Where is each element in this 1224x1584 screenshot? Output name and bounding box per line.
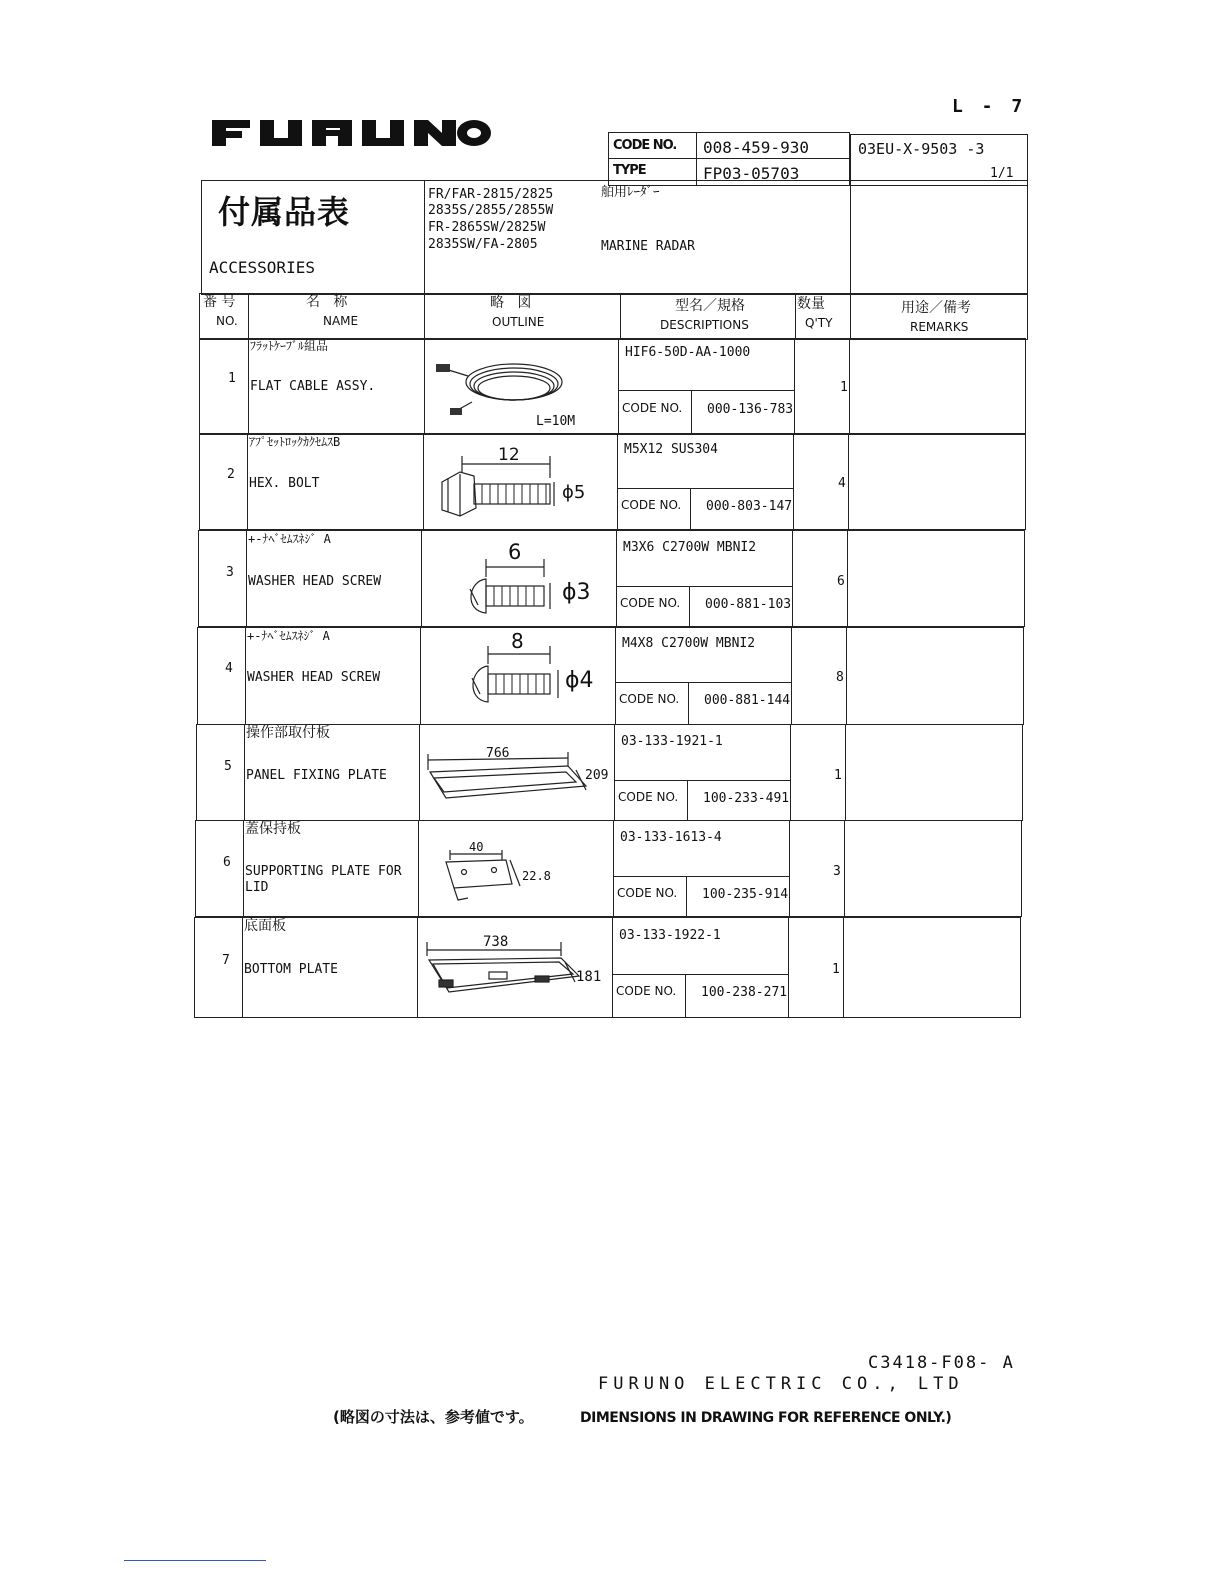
divider — [242, 917, 243, 1018]
item-number: 3 — [226, 565, 234, 580]
col-desc-en: DESCRIPTIONS — [660, 318, 749, 332]
item-dim: 12 — [498, 445, 520, 465]
divider — [244, 724, 245, 821]
item-code: 100-233-491 — [703, 791, 790, 806]
reference-note-jp: (略図の寸法は、参考値です。 — [333, 1408, 534, 1426]
item-description: M3X6 C2700W MBNI2 — [623, 540, 757, 555]
divider — [614, 780, 790, 781]
divider — [245, 627, 246, 725]
item-name-en: SUPPORTING PLATE FOR — [245, 864, 402, 879]
divider — [421, 530, 422, 627]
model-line-3: FR-2865SW/2825W — [428, 220, 546, 235]
item-qty: 1 — [840, 380, 848, 395]
divider — [690, 488, 691, 530]
code-label: CODE NO. — [619, 692, 680, 706]
divider — [691, 390, 692, 435]
document-code: C3418-F08- A — [868, 1353, 1015, 1373]
divider — [248, 293, 249, 340]
item-dim: 40 — [469, 840, 484, 854]
divider — [788, 917, 789, 1018]
item-name-jp: ｱﾌﾟｾｯﾄﾛｯｸｶｸｾﾑｽB — [249, 435, 341, 449]
item-number: 7 — [222, 953, 230, 968]
panel-plate-drawing — [426, 746, 596, 806]
divider — [618, 390, 794, 391]
divider — [612, 974, 788, 975]
code-label: CODE NO. — [617, 886, 678, 900]
col-outline-en: OUTLINE — [492, 315, 545, 329]
item-code: 000-136-783 — [707, 402, 794, 417]
divider — [424, 293, 425, 340]
divider — [689, 586, 690, 627]
divider — [608, 158, 850, 159]
item-name-en: WASHER HEAD SCREW — [248, 574, 382, 589]
item-name-jp: 底面板 — [244, 918, 286, 934]
type-value: FP03-05703 — [703, 164, 800, 183]
divider — [618, 338, 619, 435]
code-no-label: CODE NO. — [613, 138, 677, 153]
divider — [612, 917, 613, 1018]
col-desc-jp: 型名／規格 — [675, 298, 745, 314]
item-dim: 766 — [486, 746, 510, 761]
divider — [685, 974, 686, 1018]
reference-note-en: DIMENSIONS IN DRAWING FOR REFERENCE ONLY.) — [580, 1410, 952, 1426]
item-number: 6 — [223, 855, 231, 870]
code-label: CODE NO. — [622, 401, 683, 415]
divider — [847, 530, 848, 627]
divider — [247, 433, 248, 530]
item-dim: ϕ4 — [565, 668, 594, 693]
code-no-value: 008-459-930 — [703, 138, 809, 157]
code-label: CODE NO. — [618, 790, 679, 804]
col-no-jp: 番 号 — [203, 294, 236, 310]
divider — [243, 820, 244, 917]
item-description: 03-133-1613-4 — [620, 830, 722, 845]
divider — [849, 338, 850, 435]
divider — [617, 488, 793, 489]
item-dim: L=10M — [536, 414, 576, 429]
divider — [424, 180, 425, 295]
item-code: 000-881-144 — [704, 693, 791, 708]
divider — [417, 917, 418, 1018]
code-label: CODE NO. — [621, 498, 682, 512]
divider — [616, 586, 792, 587]
col-remarks-en: REMARKS — [910, 320, 969, 334]
item-description: M5X12 SUS304 — [624, 442, 718, 457]
item-name-jp: ﾌﾗｯﾄｹｰﾌﾞﾙ組品 — [250, 339, 329, 353]
item-number: 4 — [225, 661, 233, 676]
divider — [687, 780, 688, 821]
type-label: TYPE — [613, 163, 646, 178]
divider — [850, 293, 851, 340]
divider — [620, 293, 621, 340]
divider — [248, 338, 249, 435]
model-line-1: FR/FAR-2815/2825 — [428, 187, 554, 202]
divider — [418, 820, 419, 917]
divider — [615, 682, 791, 683]
col-name-en: NAME — [323, 314, 359, 328]
item-name-jp: +-ﾅﾍﾞｾﾑｽﾈｼﾞ A — [247, 629, 330, 643]
item-number: 2 — [227, 467, 235, 482]
item-name-en: BOTTOM PLATE — [244, 962, 338, 977]
item-name-en: FLAT CABLE ASSY. — [250, 379, 376, 394]
divider — [423, 433, 424, 530]
col-qty-jp: 数量 — [797, 296, 825, 312]
page-number: L - 7 — [952, 96, 1027, 117]
item-code: 100-238-271 — [701, 985, 788, 1000]
company-name: FURUNO ELECTRIC CO., LTD — [598, 1374, 964, 1394]
item-dim: ϕ3 — [562, 580, 591, 605]
divider — [792, 530, 793, 627]
col-remarks-jp: 用途／備考 — [901, 300, 971, 316]
model-line-2: 2835S/2855/2855W — [428, 203, 554, 218]
item-dim: 8 — [511, 629, 524, 653]
divider — [615, 627, 616, 725]
ref-code: 03EU-X-9503 -3 — [858, 140, 985, 158]
item-code: 000-803-147 — [706, 499, 793, 514]
item-qty: 3 — [833, 864, 841, 879]
item-name-jp: 操作部取付板 — [246, 725, 330, 741]
code-label: CODE NO. — [620, 596, 681, 610]
divider — [246, 530, 247, 627]
item-dim: 209 — [585, 768, 609, 783]
item-name-en: HEX. BOLT — [249, 476, 320, 491]
divider — [419, 724, 420, 821]
bottom-plate-drawing — [425, 940, 595, 1000]
item-qty: 1 — [834, 768, 842, 783]
furuno-logo — [212, 118, 492, 150]
item-name-en: PANEL FIXING PLATE — [246, 768, 387, 783]
col-name-jp: 名 称 — [306, 294, 348, 310]
item-qty: 4 — [838, 476, 846, 491]
divider — [844, 820, 845, 917]
item-description: M4X8 C2700W MBNI2 — [622, 636, 756, 651]
divider — [793, 433, 794, 530]
item-number: 1 — [228, 371, 236, 386]
divider — [613, 876, 789, 877]
footnote-rule — [124, 1560, 266, 1561]
divider — [790, 724, 791, 821]
divider — [424, 338, 425, 435]
col-qty-en: Q'TY — [805, 316, 833, 330]
divider — [613, 820, 614, 917]
item-dim: 22.8 — [522, 869, 551, 883]
title-en: ACCESSORIES — [209, 258, 315, 277]
item-description: 03-133-1922-1 — [619, 928, 721, 943]
item-description: HIF6-50D-AA-1000 — [625, 345, 751, 360]
item-name-jp: 蓋保持板 — [245, 821, 301, 837]
title-jp: 付属品表 — [218, 193, 351, 231]
item-dim: 738 — [483, 934, 509, 950]
divider — [850, 186, 851, 295]
item-qty: 6 — [837, 574, 845, 589]
divider — [848, 433, 849, 530]
divider — [794, 338, 795, 435]
model-line-4: 2835SW/FA-2805 — [428, 237, 538, 252]
divider — [616, 530, 617, 627]
item-dim: ϕ5 — [562, 482, 586, 503]
col-outline-jp: 略 図 — [490, 295, 532, 311]
item-qty: 1 — [832, 962, 840, 977]
divider — [846, 627, 847, 725]
divider — [845, 724, 846, 821]
product-jp: 舶用ﾚｰﾀﾞｰ — [601, 185, 660, 200]
item-dim: 181 — [576, 969, 602, 985]
divider — [617, 433, 618, 530]
item-dim: 6 — [508, 540, 522, 564]
item-description: 03-133-1921-1 — [621, 734, 723, 749]
divider — [614, 724, 615, 821]
item-number: 5 — [224, 759, 232, 774]
item-qty: 8 — [836, 670, 844, 685]
divider — [686, 876, 687, 917]
divider — [696, 132, 697, 186]
item-name-jp: +-ﾅﾍﾞｾﾑｽﾈｼﾞ A — [248, 532, 331, 546]
item-code: 000-881-103 — [705, 597, 792, 612]
item-code: 100-235-914 — [702, 887, 789, 902]
divider — [791, 627, 792, 725]
divider — [420, 627, 421, 725]
supporting-plate-drawing — [440, 846, 530, 906]
item-name-en: WASHER HEAD SCREW — [247, 670, 381, 685]
sheet-number: 1/1 — [990, 166, 1014, 181]
item-name-en-2: LID — [245, 880, 269, 895]
divider — [789, 820, 790, 917]
divider — [795, 293, 796, 340]
divider — [843, 917, 844, 1018]
product-en: MARINE RADAR — [601, 239, 695, 254]
divider — [688, 682, 689, 725]
code-label: CODE NO. — [616, 984, 677, 998]
col-no-en: NO. — [216, 314, 238, 328]
